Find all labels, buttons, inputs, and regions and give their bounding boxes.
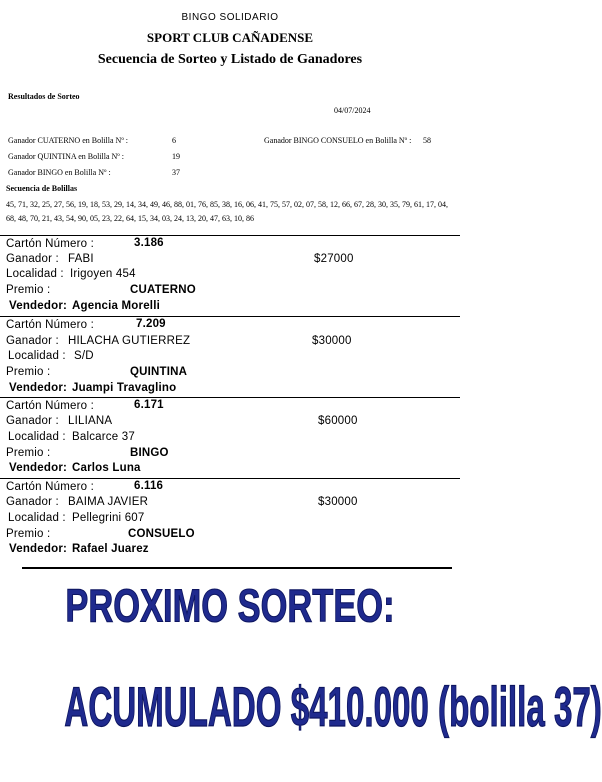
winner-quintina-ball: 19 [172, 152, 180, 161]
ganador-name: HILACHA GUTIERREZ [68, 335, 191, 347]
vendedor-label: Vendedor: [9, 462, 68, 474]
draw-date: 04/07/2024 [334, 106, 371, 115]
winner-consuelo-ball: 58 [423, 136, 431, 145]
prize-amount: $30000 [312, 335, 352, 347]
carton-label: Cartón Número : [6, 238, 95, 250]
sequence-label: Secuencia de Bolillas [6, 184, 78, 193]
localidad-label: Localidad : [8, 512, 66, 524]
carton-number: 7.209 [136, 318, 166, 330]
premio-value: BINGO [130, 447, 169, 459]
prize-amount: $27000 [314, 253, 354, 265]
ball-sequence: 45, 71, 32, 25, 27, 56, 19, 18, 53, 29, 14, 34, 49, 46, 88, 01, 76, 85, 38, 16, 06, 41, 75, 57, 02, 07, 58, 12, 66, 67, 28, 30, 35, 79, 61, 17, 04, 68, 48, 70, 21, 43, 54, 90, 05, 23, 22, 64, 15, 34, 03, 24, 13, 20, 47, 63, 10, 86 [6, 200, 448, 223]
ganador-name: BAIMA JAVIER [68, 496, 149, 508]
localidad-label: Localidad : [8, 350, 66, 362]
premio-label: Premio : [6, 528, 51, 540]
ganador-label: Ganador : [6, 415, 59, 427]
vendedor-value: Juampi Travaglino [72, 382, 177, 394]
localidad-value: S/D [74, 350, 94, 362]
jackpot-heading: ACUMULADO $410.000 (bolilla 37) [64, 675, 602, 739]
winner-card [0, 236, 460, 316]
carton-label: Cartón Número : [6, 400, 95, 412]
premio-value: QUINTINA [130, 366, 188, 378]
carton-number: 6.171 [134, 399, 164, 411]
vendedor-value: Carlos Luna [72, 462, 141, 474]
winner-card [0, 479, 460, 559]
winner-quintina-label: Ganador QUINTINA en Bolilla Nº : [8, 152, 125, 161]
vendedor-value: Rafael Juarez [72, 543, 149, 555]
localidad-value: Pellegrini 607 [72, 512, 145, 524]
winner-bingo-ball: 37 [172, 168, 180, 177]
ganador-label: Ganador : [6, 496, 59, 508]
vendedor-label: Vendedor: [9, 382, 68, 394]
winner-cuaterno-label: Ganador CUATERNO en Bolilla Nº : [8, 136, 129, 145]
premio-label: Premio : [6, 447, 51, 459]
localidad-label: Localidad : [6, 268, 64, 280]
localidad-label: Localidad : [8, 431, 66, 443]
results-label: Resultados de Sorteo [8, 92, 80, 101]
ganador-name: LILIANA [68, 415, 113, 427]
winner-consuelo-label: Ganador BINGO CONSUELO en Bolilla Nº : [264, 136, 412, 145]
winner-bingo-label: Ganador BINGO en Bolilla Nº : [8, 168, 111, 177]
ganador-name: FABI [68, 253, 94, 265]
prize-amount: $30000 [318, 496, 358, 508]
vendedor-label: Vendedor: [9, 543, 68, 555]
club-name: SPORT CLUB CAÑADENSE [146, 30, 314, 45]
carton-number: 3.186 [134, 237, 164, 249]
document-title: Secuencia de Sorteo y Listado de Ganadores [97, 52, 363, 67]
next-draw-heading: PROXIMO SORTEO: [65, 579, 395, 632]
premio-label: Premio : [6, 366, 51, 378]
winner-cuaterno-ball: 6 [172, 136, 176, 145]
carton-label: Cartón Número : [6, 481, 95, 493]
winner-card [0, 398, 460, 478]
winner-card [0, 317, 460, 397]
ganador-label: Ganador : [6, 335, 59, 347]
premio-value: CUATERNO [130, 284, 196, 296]
vendedor-value: Agencia Morelli [72, 300, 160, 312]
bottom-divider [22, 567, 452, 569]
ganador-label: Ganador : [6, 253, 59, 265]
premio-label: Premio : [6, 284, 51, 296]
vendedor-label: Vendedor: [9, 300, 68, 312]
localidad-value: Irigoyen 454 [70, 268, 136, 280]
carton-number: 6.116 [134, 480, 164, 492]
localidad-value: Balcarce 37 [72, 431, 135, 443]
premio-value: CONSUELO [128, 528, 195, 540]
bingo-title: BINGO SOLIDARIO [181, 12, 279, 23]
prize-amount: $60000 [318, 415, 358, 427]
carton-label: Cartón Número : [6, 319, 95, 331]
